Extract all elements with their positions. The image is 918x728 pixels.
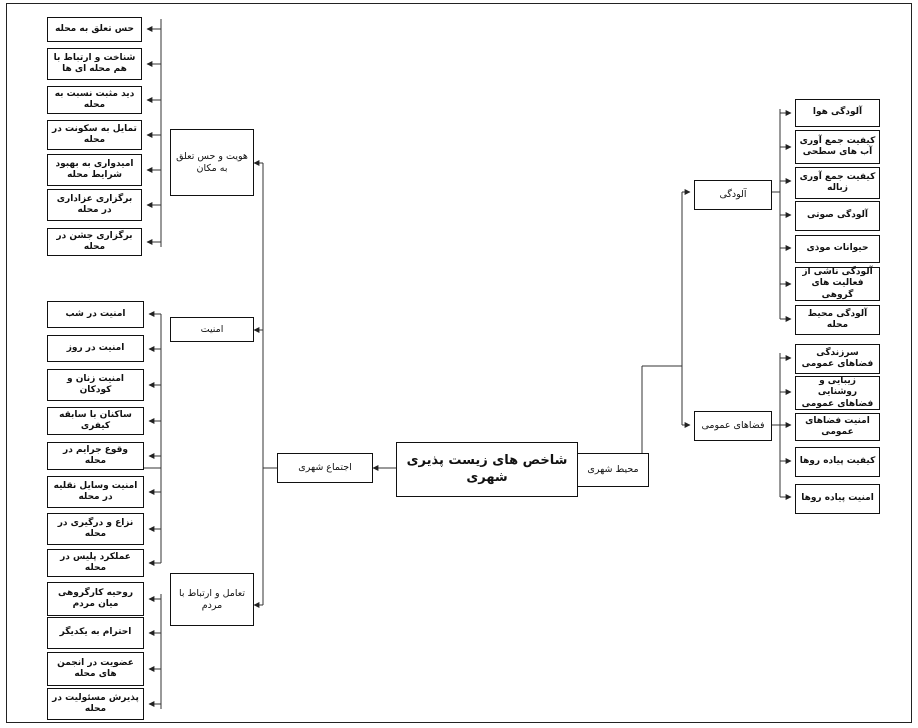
security-item-2: امنیت در روز [47, 335, 144, 362]
identity-item-1: حس تعلق به محله [47, 17, 142, 42]
security-item-1: امنیت در شب [47, 301, 144, 328]
public-space-item-2: زیبایی و روشنایی فضاهای عمومی [795, 376, 880, 410]
identity-item-6: برگزاری عزاداری در محله [47, 189, 142, 221]
interaction-item-3: عضویت در انجمن های محله [47, 652, 144, 686]
security-item-3: امنیت زنان و کودکان [47, 369, 144, 401]
urban-node: محیط شهری [577, 453, 649, 487]
pollution-item-7: آلودگی محیط محله [795, 305, 880, 335]
identity-item-3: دید مثبت نسبت به محله [47, 86, 142, 114]
pollution-item-5: حیوانات موذی [795, 235, 880, 263]
security-item-7: نزاع و درگیری در محله [47, 513, 144, 545]
pollution-item-4: آلودگی صوتی [795, 201, 880, 231]
public-space-item-1: سرزندگی فضاهای عمومی [795, 344, 880, 374]
security-item-8: عملکرد پلیس در محله [47, 549, 144, 577]
identity-item-4: تمایل به سکونت در محله [47, 120, 142, 150]
social-node: اجتماع شهری [277, 453, 373, 483]
interaction-group-node: تعامل و ارتباط با مردم [170, 573, 254, 626]
identity-item-7: برگزاری جشن در محله [47, 228, 142, 256]
public-space-item-5: امنیت پیاده روها [795, 484, 880, 514]
pollution-group-node: آلودگی [694, 180, 772, 210]
security-item-6: امنیت وسایل نقلیه در محله [47, 476, 144, 508]
interaction-item-1: روحیه کارگروهی میان مردم [47, 582, 144, 616]
public-space-group-node: فضاهای عمومی [694, 411, 772, 441]
public-space-item-3: امنیت فضاهای عمومی [795, 413, 880, 441]
interaction-item-2: احترام به یکدیگر [47, 617, 144, 649]
pollution-item-2: کیفیت جمع آوری آب های سطحی [795, 130, 880, 164]
security-item-4: ساکنان با سابقه کیفری [47, 407, 144, 435]
root-node: شاخص های زیست پذیری شهری [396, 442, 578, 497]
pollution-item-1: آلودگی هوا [795, 99, 880, 127]
pollution-item-6: آلودگی ناشی از فعالیت های گروهی [795, 267, 880, 301]
pollution-item-3: کیفیت جمع آوری زباله [795, 167, 880, 199]
identity-item-5: امیدواری به بهبود شرایط محله [47, 154, 142, 186]
identity-item-2: شناخت و ارتباط با هم محله ای ها [47, 48, 142, 80]
identity-group-node: هویت و حس تعلق به مکان [170, 129, 254, 196]
interaction-item-4: پذیرش مسئولیت در محله [47, 688, 144, 720]
security-item-5: وقوع جرایم در محله [47, 442, 144, 470]
security-group-node: امنیت [170, 317, 254, 342]
diagram-frame [6, 3, 912, 723]
public-space-item-4: کیفیت پیاده روها [795, 447, 880, 477]
